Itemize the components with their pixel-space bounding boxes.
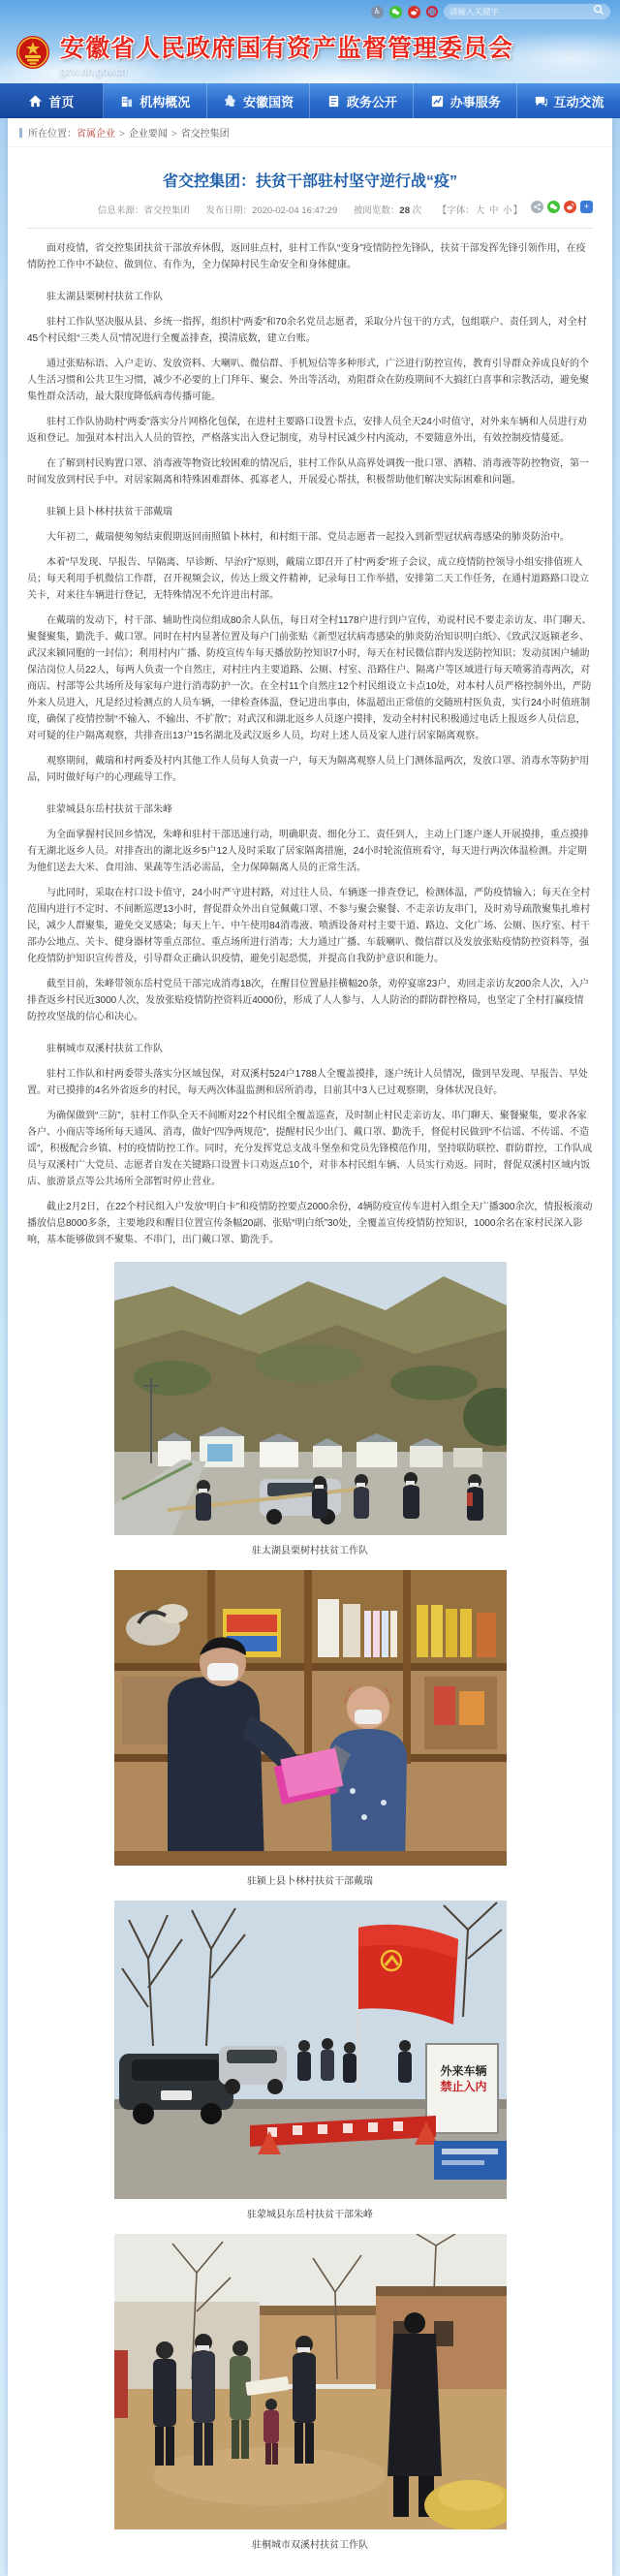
article-paragraph: 驻村工作队协助村“两委”落实分片网格化包保，在进村主要路口设置卡点，安排人员全天24小时值守，对外来车辆和人员进行劝返和登记。加强对本村出入人员的管控，严格落实出入登记制度，劝导村民减少村内流动，不要随意外出，有效控制疫情蔓延。	[27, 417, 587, 444]
nav-item-services[interactable]	[414, 83, 517, 118]
photo-4-image	[114, 2234, 507, 2529]
site-title: 安徽省人民政府国有资产监督管理委员会	[60, 35, 514, 62]
photo-1-image	[114, 1262, 507, 1535]
nav-label: 机构概况	[140, 94, 191, 110]
utility-bar	[371, 4, 610, 19]
sign-text-line2: 禁止入内	[440, 2080, 487, 2094]
font-size-medium[interactable]: 中	[488, 205, 499, 216]
photo-caption: 驻蒙城县东岳村扶贫干部朱峰	[247, 2210, 373, 2220]
nav-item-home[interactable]	[0, 83, 104, 118]
photo-courtyard-scene	[114, 2234, 507, 2551]
photo-caption: 驻颍上县卜林村扶贫干部戴瑞	[247, 1876, 373, 1887]
site-header	[0, 0, 620, 83]
chart-icon	[430, 94, 445, 109]
section-heading: 驻太湖县栗树村扶贫工作队	[46, 292, 163, 302]
photo-2-image	[114, 1570, 507, 1866]
publish-date: 2020-02-04 16:47:29	[252, 205, 338, 216]
article-paragraph: 截止2月2日，在22个村民组入户发放“明白卡”和疫情防控要点2000余份，4辆防疫宣传车进村入组全天广播300余次，情报板滚动播放信息8000多条，主要地段和醒目位置宣传条幅20副、张贴“明白纸”30处，全覆盖宣传疫情防控知识，1000余名在家村民深入影响，基本能够做到不聚集、不串门，出门戴口罩、勤洗手。	[27, 1202, 593, 1245]
breadcrumb-link-1[interactable]: 省属企业	[77, 129, 115, 140]
font-size-large[interactable]: 大	[475, 205, 485, 216]
building-icon	[119, 94, 134, 109]
article-body	[27, 240, 593, 1248]
article-paragraph: 截至目前，朱峰带领东岳村党员干部完成消毒18次，在醒目位置悬挂横幅20条，劝停宴席23户，劝回走亲访友200余人次，入户排查返乡村民近3000人次，发放张贴疫情防控资料近4000份，形成了人人参与、人人防治的群防群控格局，也坚定了全村打赢疫情防控攻坚战的信心和决心。	[27, 979, 590, 1022]
nav-label: 首页	[48, 94, 75, 110]
anhui-map-icon	[223, 94, 237, 109]
views-label: 被阅览数：	[353, 205, 400, 216]
article-paragraph: 驻村工作队坚决服从县、乡统一指挥，组织村“两委”和70余名党员志愿者，采取分片包干的方式，包组联户、责任到人，对全村45个村民组“三类人员”情况进行全覆盖排查，摸清底数，建立台账。	[27, 317, 587, 344]
photo-caption: 驻桐城市双溪村扶贫工作队	[252, 2540, 368, 2551]
nav-item-anhui-soe[interactable]	[207, 83, 311, 118]
accessibility-icon[interactable]: ♿	[371, 6, 384, 18]
wechat-share-icon[interactable]	[547, 201, 560, 213]
search-bar	[444, 4, 610, 19]
article-paragraph: 观察期间，戴瑞和村两委及村内其他工作人员每人负责一户，每天为隔离观察人员上门测体温两次，发放口罩、消毒水等防护用品，同时做好每户的心理疏导工作。	[27, 756, 589, 783]
document-icon	[326, 94, 341, 109]
breadcrumb-link-3[interactable]: 省交控集团	[180, 129, 230, 140]
home-icon	[28, 94, 43, 109]
nav-label: 办事服务	[450, 94, 501, 110]
article-paragraph: 为确保做到“三防”，驻村工作队全天不间断对22个村民组全覆盖巡查，及时制止村民走亲访友、串门聊天、聚餐聚集，要求各家各户、小商店等场所每天通风、消毒，做好“四净两规范”，提醒村民少出门、戴口罩、勤洗手，督促村民做到“不信谣、不传谣、不造谣”，积极配合乡镇、村的疫情防控工作。同时，充分发挥党总支战斗堡垒和党员先锋模范作用，坚持联防联控、群防群控，工作队成员与双溪村广大党员、志愿者自发在关键路口设置卡口劝返点10个，对非本村民组车辆、人员实行劝返。同时，督促双溪村区域内饭店、旅游景点等公共场所全部暂时停止营业。	[27, 1111, 593, 1187]
share-icon[interactable]	[531, 201, 543, 213]
article-paragraph: 与此同时，采取在村口设卡值守，24小时严守进村路，对过往人员、车辆逐一排查登记，检测体温，严防疫情输入；每天在全村范围内进行不定时、不间断巡逻13小时，督促群众外出自觉佩戴口罩、不参与聚会聚餐、不走亲访友串门，及时劝导疏散聚集扎堆村民，减少人群聚集，避免交叉感染；每天上午、中午使用84消毒液、喷洒设备对村主要干道、路边、文化广场、公厕、医疗室、村干部办公地点、关卡、健身器材等重点部位、重点场所进行消毒；大力通过广播、车载喇叭、微信群以及发放张贴疫情防控资料等，强化疫情防护知识宣传普及，引导群众正确认识疫情，避免引起恐慌，并提高自我防护意识和能力。	[27, 888, 591, 964]
site-domain: gzw.ah.gov.cn	[60, 66, 127, 78]
weibo-icon[interactable]	[408, 6, 420, 18]
main-nav	[0, 83, 620, 118]
search-icon[interactable]	[593, 3, 604, 20]
wechat-icon[interactable]	[389, 6, 402, 18]
search-input[interactable]	[450, 7, 593, 16]
weibo-share-icon[interactable]	[564, 201, 576, 213]
site-brand	[16, 29, 513, 78]
views-unit: 次	[412, 205, 422, 216]
section-heading: 驻蒙城县东岳村扶贫干部朱峰	[46, 804, 172, 815]
font-size-label-end: 】	[512, 205, 523, 216]
breadcrumb-label: 所在位置：	[28, 129, 77, 140]
article-paragraph: 大年初二，戴瑞便匆匆结束假期返回南照镇卜林村，和村组干部、党员志愿者一起投入到新型冠状病毒感染的肺炎防治中。	[46, 532, 570, 543]
article-meta	[27, 201, 593, 226]
gov-account-icon[interactable]: 国	[426, 6, 438, 17]
article-paragraph: 在了解到村民购置口罩、消毒液等物资比较困难的情况后，驻村工作队从高界处调拨一批口罩、酒精、消毒液等防控物资，第一时间发放到村民手中。对居家隔离和特殊困难群体、孤寡老人，开展爱心帮扶，积极帮助他们解决实际困难和问题。	[27, 458, 589, 486]
content-card	[8, 118, 612, 2576]
section-heading: 驻桐城市双溪村扶贫工作队	[46, 1044, 163, 1054]
share-toolbar	[531, 201, 593, 213]
font-size-label: 【字体：	[437, 205, 475, 216]
nav-item-org[interactable]	[104, 83, 207, 118]
article-paragraph: 本着“早发现、早报告、早隔离、早诊断、早治疗”原则，戴瑞立即召开了村“两委”班子会议，成立疫情防控领导小组安排值班人员；每天利用手机微信工作群，召开视频会议，传达上级文件精神，记录每日工作举措，安排第二天工作任务，在通村道路路口设立关卡，对来往车辆进行登记，无特殊情况不允许进出村部。	[27, 557, 589, 601]
nav-item-gov-info[interactable]	[310, 83, 414, 118]
photo-village-scene	[114, 1262, 507, 1556]
photo-caption: 驻太湖县栗树村扶贫工作队	[252, 1546, 368, 1556]
breadcrumb	[8, 118, 612, 147]
views-count: 28	[399, 205, 410, 216]
article	[8, 147, 612, 2576]
breadcrumb-separator: >	[119, 129, 125, 140]
nav-label: 安徽国资	[243, 94, 294, 110]
photo-3-image	[114, 1901, 507, 2199]
nav-label: 政务公开	[346, 94, 397, 110]
section-heading: 驻颍上县卜林村扶贫干部戴瑞	[46, 507, 172, 518]
source-value: 省交控集团	[143, 205, 190, 216]
nav-item-interaction[interactable]	[517, 83, 620, 118]
breadcrumb-link-2[interactable]: 企业要闻	[128, 129, 168, 140]
photo-checkpoint-scene	[114, 1901, 507, 2220]
checkpoint-sign	[434, 2063, 494, 2094]
more-share-icon[interactable]: +	[580, 201, 593, 213]
breadcrumb-marker	[19, 128, 22, 138]
font-size-small[interactable]: 小	[503, 205, 512, 216]
sign-text-line1: 外来车辆	[440, 2064, 487, 2079]
photo-shop-scene	[114, 1570, 507, 1887]
breadcrumb-separator: >	[170, 129, 177, 140]
chat-icon	[534, 94, 548, 109]
article-paragraph: 在戴瑞的发动下，村干部、辅助性岗位组成80余人队伍，每日对全村1178户进行到户宣传，劝说村民不要走亲访友、串门聊天、聚餐聚集，勤洗手、戴口罩。同时在村内显著位置及每户门前张贴《新型冠状病毒感染的肺炎防治知识明白纸》、《致武汉返颍老乡、武汉来颍同胞的一封信》；利用村内广播、防疫宣传车每天播放防控知识7小时，每天在村民微信群内发送防控知识；发动贫困户辅助保洁岗位人员22人，每两人负责一个自然庄，对村庄内主要道路、公厕、村室、沿路住户、隔离户等区域进行每天喷雾消毒两次，对商店、村部等公共场所及每家每户进行消毒防护一次。在全村11个自然庄12个村民组设立卡点10处，对本村人员严格控制外出，严防外来人员进入，凡是经过检测点的人员车辆，一律检查体温，登记进出事由，体温超出正常值的交随班村医负责，实行24小时值班制度，确保了疫情控制“不输入、不输出、不扩散”；对武汉和湖北返乡人员逐户摸排，发动全村村民积极通过电话上报返乡人员信息，对可疑的住户隔离观察，共排查出13户15名湖北及武汉返乡人员，均对上述人员及家人进行居家隔离观察。	[27, 615, 592, 741]
article-paragraph: 为全面掌握村民回乡情况，朱峰和驻村干部迅速行动，明确职责、细化分工、责任到人，主动上门逐户逐人开展摸排，重点摸排有无湖北返乡人员。对排查出的湖北返乡5户12人及时采取了居家隔离措施，24小时轮流值班看守，每天进行两次体温检测。并定期为他们送去大米、食用油、果蔬等生活必需品，全力保障隔离人员的正常生活。	[27, 830, 589, 873]
article-paragraph: 面对疫情，省交控集团扶贫干部放弃休假，返回驻点村，驻村工作队“变身”疫情防控先锋队，扶贫干部发挥先锋引领作用，在疫情防控工作中不缺位、做到位、有作为，全力保障村民生命安全和身体健康。	[27, 243, 586, 270]
nav-label: 互动交流	[553, 94, 604, 110]
source-label: 信息来源：	[97, 205, 144, 216]
article-title: 省交控集团：扶贫干部驻村坚守逆行战“疫”	[162, 173, 457, 190]
article-paragraph: 通过张贴标语、入户走访、发放资料、大喇叭、微信群、手机短信等多种形式，广泛进行防控宣传，教育引导群众养成良好的个人生活习惯和公共卫生习惯，减少不必要的上门拜年、聚会、外出等活动，劝阻群众在防疫期间不大搞红白喜事和宗教活动，避免聚集性群众活动，最大限度降低病毒传播可能。	[27, 359, 589, 402]
national-emblem-logo	[16, 34, 50, 73]
date-label: 发布日期：	[205, 205, 253, 216]
article-paragraph: 驻村工作队和村两委带头落实分区域包保，对双溪村524户1788人全覆盖摸排，逐户统计人员情况，做到早发现、早报告、早处置。对已摸排的4名外省返乡的村民，每天两次体温监测和居所消毒，目前其中3人已过观察期，身体状况良好。	[27, 1069, 588, 1096]
divider	[27, 228, 593, 229]
